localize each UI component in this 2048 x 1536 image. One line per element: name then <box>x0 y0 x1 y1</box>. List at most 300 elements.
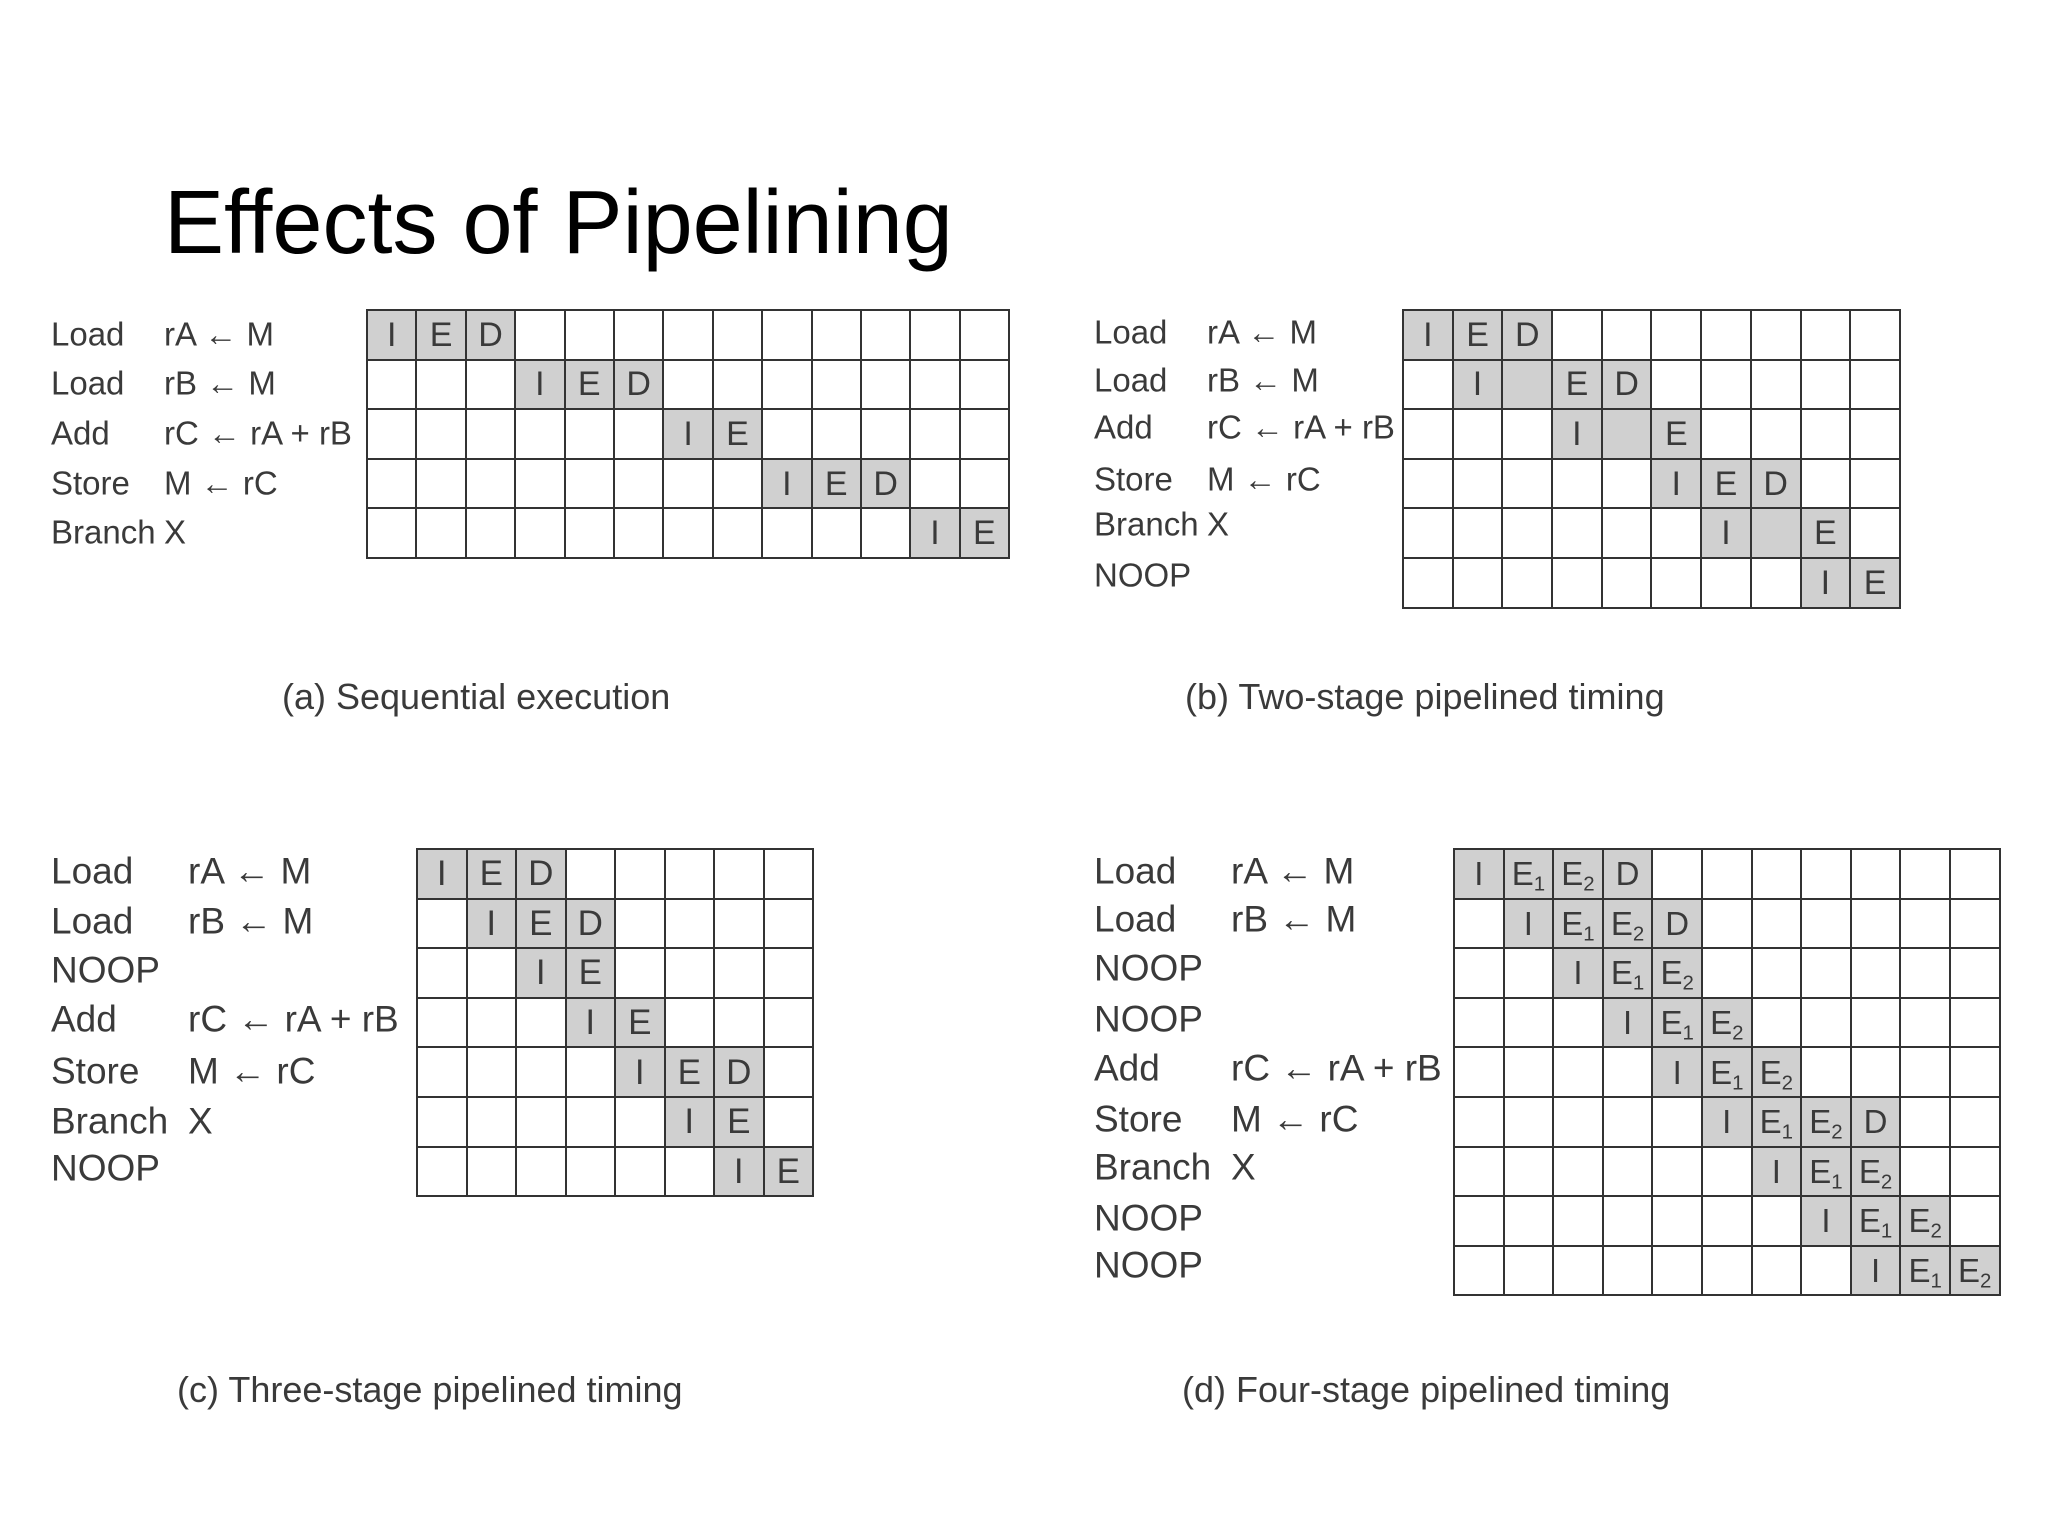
empty-cell <box>1453 409 1503 459</box>
empty-cell <box>1851 849 1901 899</box>
empty-cell <box>764 998 814 1048</box>
instruction-operand: rB ← M <box>188 900 314 942</box>
empty-cell <box>417 948 467 998</box>
empty-cell <box>566 1097 616 1147</box>
empty-cell <box>1651 508 1701 558</box>
stage-cell <box>1751 508 1801 558</box>
empty-cell <box>614 409 663 459</box>
empty-cell <box>1602 558 1652 608</box>
empty-cell <box>1504 948 1554 998</box>
empty-cell <box>1801 1047 1851 1097</box>
timing-row <box>1403 360 1900 410</box>
stage-cell: $E_2$ <box>1603 899 1653 949</box>
empty-cell <box>614 508 663 558</box>
empty-cell <box>1454 1246 1504 1296</box>
instruction-opcode: Store <box>1094 1098 1183 1140</box>
stage-cell: I <box>665 1097 715 1147</box>
empty-cell <box>663 360 712 410</box>
empty-cell <box>565 310 614 360</box>
instruction-opcode: Load <box>1094 313 1168 351</box>
empty-cell <box>417 998 467 1048</box>
empty-cell <box>1454 998 1504 1048</box>
empty-cell <box>1850 459 1900 509</box>
empty-cell <box>1453 459 1503 509</box>
stage-cell: I <box>1553 948 1603 998</box>
page-title: Effects of Pipelining <box>164 173 953 273</box>
stage-cell: E <box>566 948 616 998</box>
stage-cell: $E_2$ <box>1702 998 1752 1048</box>
empty-cell <box>565 459 614 509</box>
empty-cell <box>1403 459 1453 509</box>
empty-cell <box>516 1047 566 1097</box>
stage-cell: $E_1$ <box>1702 1047 1752 1097</box>
empty-cell <box>1850 409 1900 459</box>
empty-cell <box>565 409 614 459</box>
instruction-opcode: Load <box>1094 898 1177 940</box>
empty-cell <box>764 1047 814 1097</box>
stage-cell: I <box>714 1147 764 1197</box>
empty-cell <box>960 360 1009 410</box>
stage-cell: E <box>764 1147 814 1197</box>
empty-cell <box>1552 508 1602 558</box>
stage-cell: D <box>1602 360 1652 410</box>
stage-cell: E <box>516 899 566 949</box>
empty-cell <box>467 1097 517 1147</box>
empty-cell <box>1950 1196 2000 1246</box>
empty-cell <box>1701 409 1751 459</box>
stage-cell: D <box>1502 310 1552 360</box>
empty-cell <box>1652 849 1702 899</box>
instruction-operand: X <box>164 513 187 551</box>
empty-cell <box>515 310 564 360</box>
timing-grid <box>366 309 1010 559</box>
empty-cell <box>665 1147 715 1197</box>
stage-cell: $E_2$ <box>1752 1047 1802 1097</box>
timing-row <box>1454 1147 2000 1197</box>
empty-cell <box>1851 998 1901 1048</box>
empty-cell <box>1454 1097 1504 1147</box>
empty-cell <box>762 409 811 459</box>
empty-cell <box>1702 899 1752 949</box>
empty-cell <box>910 459 959 509</box>
empty-cell <box>1504 1246 1554 1296</box>
stage-cell: I <box>762 459 811 509</box>
stage-cell: $E_1$ <box>1603 948 1653 998</box>
timing-row <box>1403 508 1900 558</box>
empty-cell <box>1602 459 1652 509</box>
instruction-opcode: Load <box>51 364 125 402</box>
stage-cell: I <box>1651 459 1701 509</box>
empty-cell <box>1751 360 1801 410</box>
empty-cell <box>714 849 764 899</box>
instruction-opcode: Branch <box>51 513 156 551</box>
empty-cell <box>960 409 1009 459</box>
empty-cell <box>1602 508 1652 558</box>
empty-cell <box>861 508 910 558</box>
empty-cell <box>762 360 811 410</box>
empty-cell <box>467 998 517 1048</box>
stage-cell: D <box>1751 459 1801 509</box>
empty-cell <box>1950 1047 2000 1097</box>
empty-cell <box>762 508 811 558</box>
empty-cell <box>665 899 715 949</box>
stage-cell: E <box>960 508 1009 558</box>
stage-cell: D <box>566 899 616 949</box>
empty-cell <box>1603 1097 1653 1147</box>
empty-cell <box>663 310 712 360</box>
stage-cell: I <box>1801 558 1851 608</box>
empty-cell <box>1851 1047 1901 1097</box>
empty-cell <box>1702 849 1752 899</box>
stage-cell: D <box>466 310 515 360</box>
empty-cell <box>1553 1147 1603 1197</box>
stage-cell: I <box>1701 508 1751 558</box>
stage-cell: I <box>1603 998 1653 1048</box>
stage-cell: $E_1$ <box>1652 998 1702 1048</box>
stage-cell: D <box>1603 849 1653 899</box>
empty-cell <box>1801 409 1851 459</box>
stage-cell: E <box>1701 459 1751 509</box>
empty-cell <box>1850 508 1900 558</box>
empty-cell <box>1553 1047 1603 1097</box>
empty-cell <box>367 360 416 410</box>
timing-grid <box>1402 309 1901 609</box>
stage-cell <box>1602 409 1652 459</box>
stage-cell: I <box>1504 899 1554 949</box>
empty-cell <box>812 360 861 410</box>
stage-cell: I <box>417 849 467 899</box>
empty-cell <box>416 409 465 459</box>
instruction-operand: rA ← M <box>1231 850 1355 892</box>
empty-cell <box>1651 310 1701 360</box>
empty-cell <box>1403 508 1453 558</box>
empty-cell <box>1950 948 2000 998</box>
instruction-opcode: Store <box>51 464 130 502</box>
instruction-operand: rC ← rA + rB <box>1207 408 1395 446</box>
empty-cell <box>1504 1147 1554 1197</box>
empty-cell <box>367 409 416 459</box>
timing-row <box>417 948 813 998</box>
empty-cell <box>1502 558 1552 608</box>
stage-cell: E <box>467 849 517 899</box>
instruction-opcode: Load <box>51 850 134 892</box>
empty-cell <box>1454 1147 1504 1197</box>
empty-cell <box>615 849 665 899</box>
stage-cell: $E_1$ <box>1504 849 1554 899</box>
empty-cell <box>910 409 959 459</box>
empty-cell <box>1900 849 1950 899</box>
stage-cell: D <box>714 1047 764 1097</box>
stage-cell: E <box>812 459 861 509</box>
stage-cell: I <box>910 508 959 558</box>
instruction-opcode: Load <box>1094 361 1168 399</box>
stage-cell: E <box>1850 558 1900 608</box>
empty-cell <box>515 409 564 459</box>
timing-row <box>417 998 813 1048</box>
stage-cell: E <box>714 1097 764 1147</box>
stage-cell: $E_2$ <box>1851 1147 1901 1197</box>
empty-cell <box>1950 998 2000 1048</box>
empty-cell <box>1801 360 1851 410</box>
empty-cell <box>1454 948 1504 998</box>
empty-cell <box>1403 409 1453 459</box>
empty-cell <box>416 360 465 410</box>
instruction-operand: M ← rC <box>1207 460 1321 498</box>
empty-cell <box>1553 1097 1603 1147</box>
empty-cell <box>663 508 712 558</box>
empty-cell <box>367 459 416 509</box>
instruction-operand: rA ← M <box>188 850 312 892</box>
empty-cell <box>1552 459 1602 509</box>
empty-cell <box>1900 1097 1950 1147</box>
stage-cell: D <box>614 360 663 410</box>
timing-row <box>1403 409 1900 459</box>
empty-cell <box>1651 360 1701 410</box>
empty-cell <box>416 459 465 509</box>
instruction-opcode: NOOP <box>1094 998 1203 1040</box>
empty-cell <box>1504 1097 1554 1147</box>
stage-cell: $E_1$ <box>1553 899 1603 949</box>
empty-cell <box>764 849 814 899</box>
instruction-operand: M ← rC <box>1231 1098 1359 1140</box>
stage-cell: E <box>615 998 665 1048</box>
empty-cell <box>466 508 515 558</box>
empty-cell <box>467 948 517 998</box>
stage-cell: I <box>367 310 416 360</box>
stage-cell: I <box>663 409 712 459</box>
instruction-operand: X <box>1207 505 1230 543</box>
timing-row <box>367 508 1009 558</box>
empty-cell <box>1752 948 1802 998</box>
empty-cell <box>1652 1097 1702 1147</box>
timing-row <box>1403 558 1900 608</box>
stage-cell: $E_2$ <box>1801 1097 1851 1147</box>
empty-cell <box>1702 948 1752 998</box>
empty-cell <box>615 948 665 998</box>
empty-cell <box>417 899 467 949</box>
empty-cell <box>1850 310 1900 360</box>
empty-cell <box>1752 1246 1802 1296</box>
empty-cell <box>713 360 762 410</box>
empty-cell <box>367 508 416 558</box>
empty-cell <box>665 998 715 1048</box>
empty-cell <box>1454 1047 1504 1097</box>
empty-cell <box>467 1047 517 1097</box>
empty-cell <box>466 459 515 509</box>
empty-cell <box>1453 508 1503 558</box>
empty-cell <box>1603 1147 1653 1197</box>
empty-cell <box>417 1047 467 1097</box>
timing-row <box>1454 1246 2000 1296</box>
empty-cell <box>515 459 564 509</box>
empty-cell <box>713 508 762 558</box>
empty-cell <box>812 409 861 459</box>
panel-caption: (d) Four-stage pipelined timing <box>1182 1369 1671 1410</box>
instruction-opcode: Store <box>1094 460 1173 498</box>
empty-cell <box>1851 899 1901 949</box>
instruction-opcode: Store <box>51 1050 140 1092</box>
stage-cell: E <box>416 310 465 360</box>
empty-cell <box>1801 1246 1851 1296</box>
instruction-opcode: Branch <box>1094 505 1199 543</box>
instruction-operand: X <box>188 1100 213 1142</box>
empty-cell <box>1553 1246 1603 1296</box>
timing-row <box>1454 1196 2000 1246</box>
empty-cell <box>1553 998 1603 1048</box>
instruction-operand: rA ← M <box>164 315 275 353</box>
stage-cell: $E_2$ <box>1553 849 1603 899</box>
empty-cell <box>812 310 861 360</box>
panel-caption: (b) Two-stage pipelined timing <box>1185 676 1665 717</box>
timing-row <box>1454 1097 2000 1147</box>
empty-cell <box>466 409 515 459</box>
stage-cell: I <box>1454 849 1504 899</box>
instruction-operand: rB ← M <box>164 364 276 402</box>
timing-row <box>417 1147 813 1197</box>
stage-cell: E <box>713 409 762 459</box>
empty-cell <box>1502 508 1552 558</box>
instruction-opcode: NOOP <box>1094 556 1192 594</box>
timing-row <box>1403 459 1900 509</box>
empty-cell <box>1850 360 1900 410</box>
empty-cell <box>417 1097 467 1147</box>
empty-cell <box>416 508 465 558</box>
empty-cell <box>566 1147 616 1197</box>
instruction-opcode: Branch <box>1094 1146 1212 1188</box>
stage-cell: I <box>516 948 566 998</box>
instruction-operand: rC ← rA + rB <box>188 998 399 1040</box>
empty-cell <box>614 310 663 360</box>
stage-cell: D <box>516 849 566 899</box>
instruction-operand: rC ← rA + rB <box>1231 1047 1442 1089</box>
empty-cell <box>665 948 715 998</box>
stage-cell: I <box>1702 1097 1752 1147</box>
empty-cell <box>1950 849 2000 899</box>
empty-cell <box>1504 1196 1554 1246</box>
empty-cell <box>1751 409 1801 459</box>
empty-cell <box>1552 310 1602 360</box>
stage-cell: I <box>615 1047 665 1097</box>
empty-cell <box>764 899 814 949</box>
empty-cell <box>861 360 910 410</box>
timing-row <box>417 1047 813 1097</box>
empty-cell <box>1801 899 1851 949</box>
timing-row <box>1454 899 2000 949</box>
empty-cell <box>1403 558 1453 608</box>
instruction-opcode: NOOP <box>1094 1197 1203 1239</box>
stage-cell: D <box>861 459 910 509</box>
empty-cell <box>910 310 959 360</box>
empty-cell <box>1403 360 1453 410</box>
empty-cell <box>565 508 614 558</box>
stage-cell: D <box>1851 1097 1901 1147</box>
empty-cell <box>1801 998 1851 1048</box>
empty-cell <box>1504 1047 1554 1097</box>
empty-cell <box>1752 899 1802 949</box>
stage-cell: E <box>1453 310 1503 360</box>
empty-cell <box>663 459 712 509</box>
empty-cell <box>1504 998 1554 1048</box>
instruction-operand: rB ← M <box>1207 361 1319 399</box>
empty-cell <box>615 1097 665 1147</box>
empty-cell <box>714 948 764 998</box>
empty-cell <box>1602 310 1652 360</box>
panel-caption: (a) Sequential execution <box>282 676 671 717</box>
empty-cell <box>1701 310 1751 360</box>
empty-cell <box>1702 1246 1752 1296</box>
empty-cell <box>861 310 910 360</box>
stage-cell: $E_2$ <box>1652 948 1702 998</box>
empty-cell <box>1502 409 1552 459</box>
empty-cell <box>714 899 764 949</box>
empty-cell <box>615 1147 665 1197</box>
empty-cell <box>762 310 811 360</box>
stage-cell: I <box>1403 310 1453 360</box>
empty-cell <box>1454 1196 1504 1246</box>
empty-cell <box>665 849 715 899</box>
empty-cell <box>1701 558 1751 608</box>
stage-cell: I <box>1851 1246 1901 1296</box>
empty-cell <box>615 899 665 949</box>
empty-cell <box>713 310 762 360</box>
timing-row <box>367 310 1009 360</box>
stage-cell: I <box>515 360 564 410</box>
empty-cell <box>764 948 814 998</box>
empty-cell <box>1603 1047 1653 1097</box>
empty-cell <box>910 360 959 410</box>
empty-cell <box>960 310 1009 360</box>
instruction-opcode: Load <box>1094 850 1177 892</box>
empty-cell <box>764 1097 814 1147</box>
timing-row <box>417 1097 813 1147</box>
empty-cell <box>1751 558 1801 608</box>
empty-cell <box>1950 899 2000 949</box>
empty-cell <box>1652 1147 1702 1197</box>
stage-cell: I <box>1453 360 1503 410</box>
timing-row <box>417 899 813 949</box>
instruction-opcode: NOOP <box>51 1147 160 1189</box>
empty-cell <box>1900 899 1950 949</box>
empty-cell <box>516 1147 566 1197</box>
stage-cell: D <box>1652 899 1702 949</box>
timing-row <box>1454 948 2000 998</box>
instruction-opcode: Add <box>51 414 110 452</box>
empty-cell <box>417 1147 467 1197</box>
empty-cell <box>1752 849 1802 899</box>
stage-cell: E <box>1651 409 1701 459</box>
empty-cell <box>1900 948 1950 998</box>
instruction-opcode: NOOP <box>1094 947 1203 989</box>
empty-cell <box>1801 849 1851 899</box>
timing-row <box>1454 849 2000 899</box>
instruction-operand: rA ← M <box>1207 313 1318 351</box>
stage-cell: I <box>467 899 517 949</box>
empty-cell <box>960 459 1009 509</box>
timing-row <box>367 459 1009 509</box>
instruction-opcode: NOOP <box>51 949 160 991</box>
stage-cell: I <box>1652 1047 1702 1097</box>
empty-cell <box>1751 310 1801 360</box>
instruction-operand: rB ← M <box>1231 898 1357 940</box>
timing-row <box>417 849 813 899</box>
stage-cell: $E_1$ <box>1900 1246 1950 1296</box>
stage-cell: I <box>1801 1196 1851 1246</box>
timing-grid <box>416 848 814 1197</box>
timing-grid <box>1453 848 2001 1296</box>
empty-cell <box>713 459 762 509</box>
empty-cell <box>1603 1246 1653 1296</box>
empty-cell <box>566 1047 616 1097</box>
